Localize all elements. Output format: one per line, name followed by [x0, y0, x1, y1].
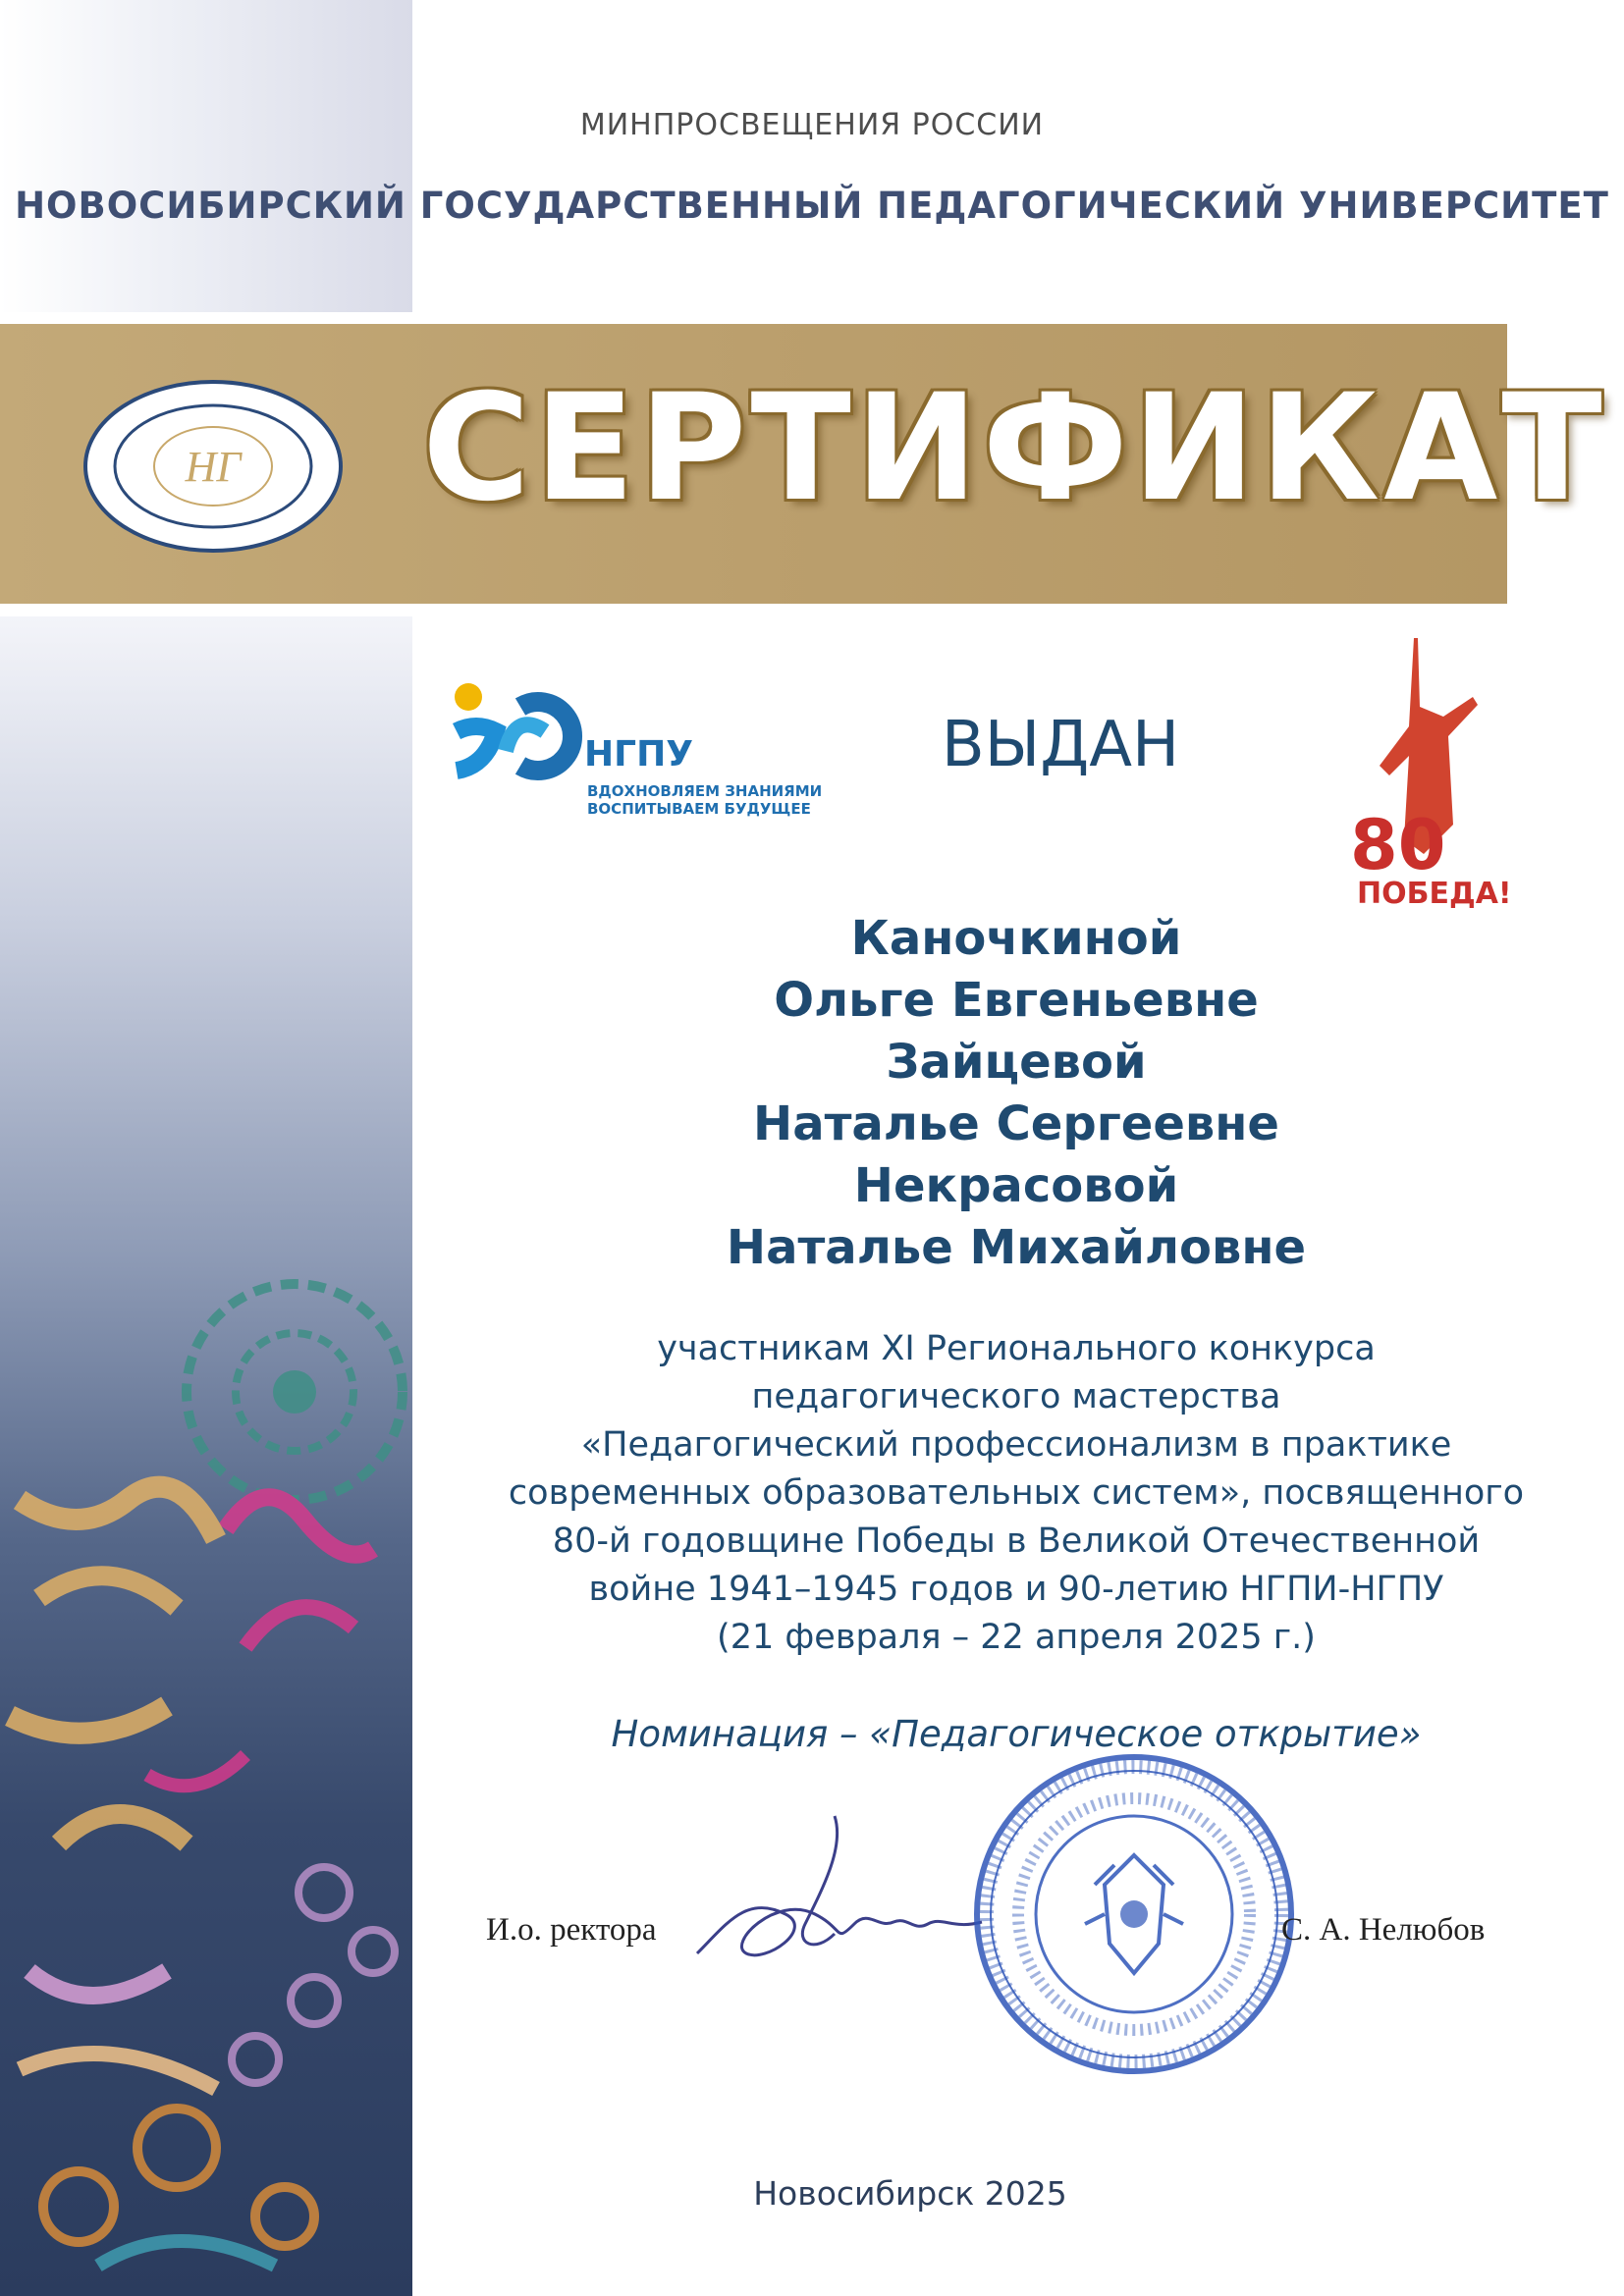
recipient-line: Наталье Сергеевне — [753, 1096, 1279, 1151]
ministry-heading: МИНПРОСВЕЩЕНИЯ РОССИИ — [579, 108, 1045, 142]
recipient-line: Зайцевой — [886, 1035, 1147, 1090]
left-top-band — [0, 0, 412, 312]
recipient-line: Наталье Михайловне — [726, 1220, 1307, 1275]
recipient-line: Каночкиной — [850, 911, 1182, 966]
victory-label: ПОБЕДА! — [1357, 877, 1512, 911]
city-year-footer: Новосибирск 2025 — [753, 2174, 1067, 2213]
ngpu-slogan — [587, 782, 822, 818]
recipient-line: Ольге Евгеньевне — [774, 973, 1259, 1028]
description-line: (21 февраля – 22 апреля 2025 г.) — [717, 1618, 1316, 1657]
ngpu-slogan-line-2: ВОСПИТЫВАЕМ БУДУЩЕЕ — [587, 800, 811, 818]
victory-80-number: 80 — [1350, 805, 1446, 885]
left-decorative-column — [0, 616, 412, 2296]
decorative-pattern — [0, 616, 412, 2296]
issued-label: ВЫДАН — [941, 709, 1180, 781]
handwritten-signature — [687, 1806, 1001, 2002]
description-line: участникам XI Регионального конкурса — [657, 1329, 1376, 1368]
nomination: Номинация – «Педагогическое открытие» — [611, 1713, 1422, 1755]
ngpu-slogan-line-1: ВДОХНОВЛЯЕМ ЗНАНИЯМИ — [587, 782, 823, 800]
svg-text:НГ: НГ — [185, 443, 242, 491]
certificate-title: СЕРТИФИКАТ — [422, 363, 1606, 534]
official-round-stamp — [967, 1747, 1301, 2081]
description-line: педагогического мастерства — [751, 1377, 1281, 1416]
university-heading: НОВОСИБИРСКИЙ ГОСУДАРСТВЕННЫЙ ПЕДАГОГИЧЕСКИЙ УНИВЕРСИТЕТ — [15, 185, 1609, 227]
ngpu-logo-text: НГПУ — [584, 734, 693, 774]
award-description — [442, 1325, 1591, 1662]
description-line: современных образовательных систем», посвященного — [508, 1473, 1525, 1513]
description-line: «Педагогический профессионализм в практике — [580, 1425, 1452, 1465]
description-line: 80-й годовщине Победы в Великой Отечественной — [552, 1522, 1481, 1561]
description-line: войне 1941–1945 годов и 90-летию НГПИ-НГПУ — [588, 1570, 1444, 1609]
signatory-role: И.о. ректора — [486, 1912, 657, 1948]
signatory-name: С. А. Нелюбов — [1281, 1912, 1486, 1948]
university-seal-logo — [81, 378, 346, 555]
recipient-line: Некрасовой — [853, 1158, 1179, 1213]
ngpu-90-anniversary-logo — [447, 677, 604, 785]
recipients-list — [550, 908, 1483, 1279]
